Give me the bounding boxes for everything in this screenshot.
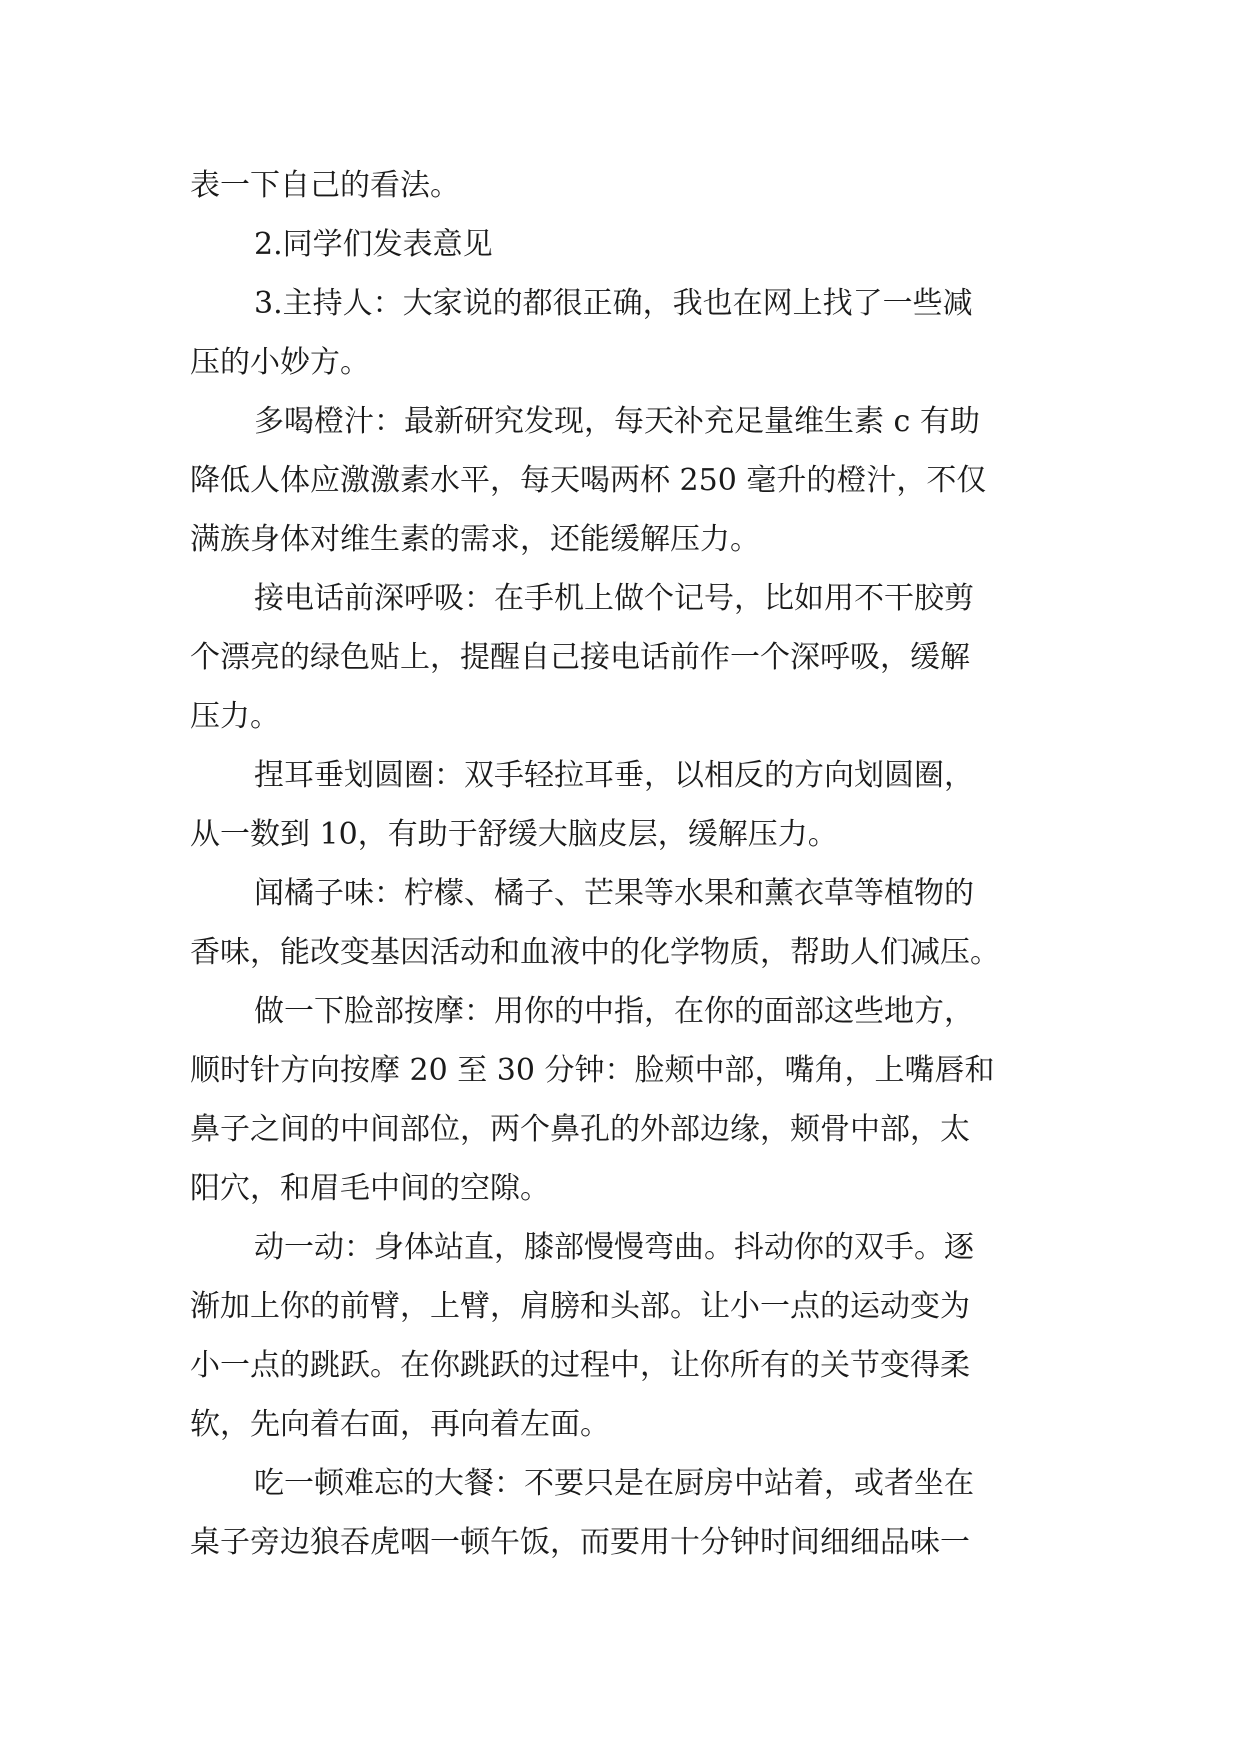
- text-line: 动一动：身体站直，膝部慢慢弯曲。抖动你的双手。逐: [254, 1230, 974, 1265]
- text-line: 阳穴，和眉毛中间的空隙。: [190, 1171, 550, 1206]
- text-line: 从一数到 10，有助于舒缓大脑皮层，缓解压力。: [190, 817, 838, 852]
- text-line: 软，先向着右面，再向着左面。: [190, 1407, 610, 1442]
- text-line: 接电话前深呼吸：在手机上做个记号，比如用不干胶剪: [254, 581, 974, 616]
- text-line: 做一下脸部按摩：用你的中指，在你的面部这些地方，: [254, 994, 974, 1029]
- text-line: 表一下自己的看法。: [190, 168, 460, 203]
- text-line: 香味，能改变基因活动和血液中的化学物质，帮助人们减压。: [190, 935, 1000, 970]
- text-line: 2.同学们发表意见: [254, 227, 493, 262]
- text-line: 捏耳垂划圆圈：双手轻拉耳垂，以相反的方向划圆圈，: [254, 758, 974, 793]
- text-line: 多喝橙汁：最新研究发现，每天补充足量维生素 c 有助: [254, 404, 980, 439]
- text-line: 桌子旁边狼吞虎咽一顿午饭，而要用十分钟时间细细品味一: [190, 1525, 970, 1560]
- text-line: 小一点的跳跃。在你跳跃的过程中，让你所有的关节变得柔: [190, 1348, 970, 1383]
- text-line: 渐加上你的前臂，上臂，肩膀和头部。让小一点的运动变为: [190, 1289, 970, 1324]
- text-line: 降低人体应激激素水平，每天喝两杯 250 毫升的橙汁，不仅: [190, 463, 987, 498]
- text-line: 吃一顿难忘的大餐：不要只是在厨房中站着，或者坐在: [254, 1466, 974, 1501]
- text-line: 压的小妙方。: [190, 345, 370, 380]
- text-line: 闻橘子味：柠檬、橘子、芒果等水果和薰衣草等植物的: [254, 876, 974, 911]
- text-line: 个漂亮的绿色贴上，提醒自己接电话前作一个深呼吸，缓解: [190, 640, 970, 675]
- text-line: 鼻子之间的中间部位，两个鼻孔的外部边缘，颊骨中部，太: [190, 1112, 970, 1147]
- text-line: 顺时针方向按摩 20 至 30 分钟：脸颊中部，嘴角，上嘴唇和: [190, 1053, 995, 1088]
- text-line: 满族身体对维生素的需求，还能缓解压力。: [190, 522, 760, 557]
- text-line: 3.主持人：大家说的都很正确，我也在网上找了一些减: [254, 286, 973, 321]
- text-line: 压力。: [190, 699, 280, 734]
